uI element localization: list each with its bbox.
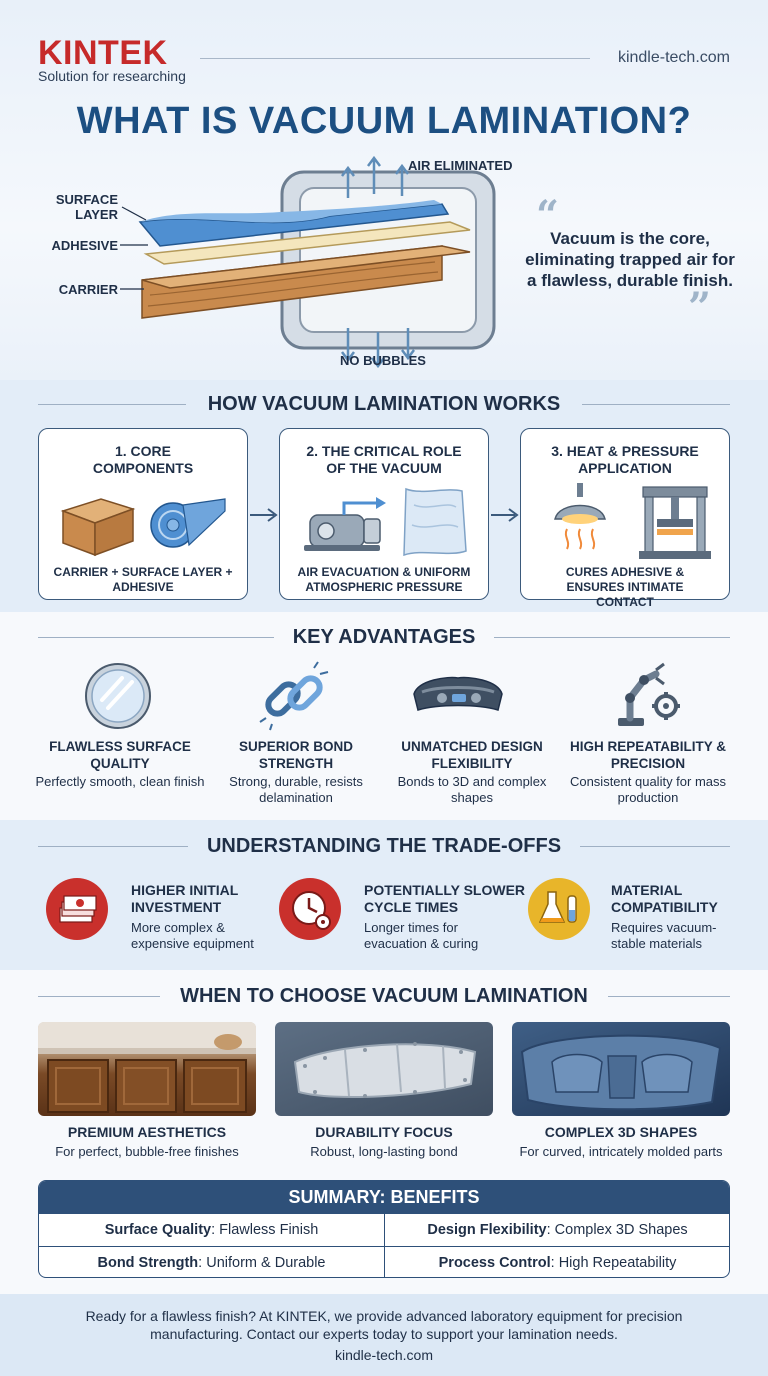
step-card-heat-pressure [520, 428, 730, 609]
summary-cell: Surface Quality: Flawless Finish [104, 1222, 319, 1238]
step-card-vacuum-role [279, 428, 489, 600]
use-case-title: DURABILITY FOCUS [315, 1124, 453, 1140]
use-case-desc: For perfect, bubble-free finishes [55, 1144, 239, 1159]
step-title: 2. THE CRITICAL ROLE OF THE VACUUM [306, 443, 462, 476]
summary-value: Complex 3D Shapes [554, 1222, 688, 1238]
money-stack-icon [46, 878, 108, 940]
summary-value: Uniform & Durable [206, 1255, 326, 1271]
summary-key: Surface Quality [104, 1222, 212, 1238]
mirror-icon [82, 660, 154, 732]
step-desc: CARRIER + SURFACE LAYER + ADHESIVE [53, 565, 233, 594]
heat-lamp-and-press-icon [531, 481, 721, 561]
lamination-layers-illustration [30, 150, 513, 375]
tradeoff-desc: Longer times for evacuation & curing [364, 920, 479, 951]
arrow-right-icon [250, 508, 278, 522]
tradeoff-title: MATERIAL COMPATIBILITY [611, 882, 718, 915]
advantage-desc: Bonds to 3D and complex shapes [397, 774, 547, 805]
clock-gear-icon [279, 878, 341, 940]
arrow-right-icon [491, 508, 519, 522]
hero-quote: Vacuum is the core, eliminating trapped air for a flawless, durable finish. [525, 229, 735, 290]
use-case-title: COMPLEX 3D SHAPES [544, 1124, 698, 1140]
step-title: 1. CORE COMPONENTS [92, 443, 194, 476]
label-carrier: CARRIER [58, 282, 118, 297]
advantage-desc: Perfectly smooth, clean finish [35, 774, 205, 789]
summary-key: Design Flexibility [427, 1222, 547, 1238]
label-air-eliminated: AIR ELIMINATED [408, 158, 513, 173]
summary-cell: Design Flexibility: Complex 3D Shapes [427, 1222, 688, 1238]
summary-value: High Repeatability [558, 1255, 677, 1271]
key-advantages-title: KEY ADVANTAGES [292, 626, 476, 648]
when-to-choose-title: WHEN TO CHOOSE VACUUM LAMINATION [180, 985, 588, 1007]
step-card-core-components [38, 428, 248, 600]
advantage-desc: Strong, durable, resists delamination [229, 774, 363, 805]
use-case-title: PREMIUM AESTHETICS [67, 1124, 227, 1140]
step-desc: CURES ADHESIVE & ENSURES INTIMATE CONTACT [565, 565, 685, 609]
tradeoff-title: POTENTIALLY SLOWER CYCLE TIMES [364, 882, 526, 915]
tradeoff-title: HIGHER INITIAL INVESTMENT [131, 882, 239, 915]
brand-tagline: Solution for researching [38, 68, 186, 84]
summary-cell: Bond Strength: Uniform & Durable [97, 1255, 326, 1271]
car-interior-photo [512, 1022, 730, 1116]
tradeoff-desc: Requires vacuum-stable materials [611, 920, 717, 951]
dashboard-icon [408, 660, 508, 732]
robot-arm-icon [610, 660, 686, 732]
summary-key: Process Control [438, 1255, 551, 1271]
use-case-desc: For curved, intricately molded parts [519, 1144, 723, 1159]
footer-cta-text: Ready for a flawless finish? At KINTEK, we provide advanced laboratory equipment for precision manufacturing. Contact our experts today to support your lamination needs. [85, 1308, 683, 1342]
label-surface-layer: SURFACE LAYER [55, 192, 118, 222]
summary-key: Bond Strength [97, 1255, 199, 1271]
brand-logo: KINTEK [38, 34, 168, 72]
how-it-works-title: HOW VACUUM LAMINATION WORKS [207, 393, 561, 415]
header-divider [200, 58, 590, 59]
tradeoff-desc: More complex & expensive equipment [131, 920, 254, 951]
use-case-desc: Robust, long-lasting bond [310, 1144, 458, 1159]
label-adhesive: ADHESIVE [51, 238, 118, 253]
lab-flask-icon [528, 878, 590, 940]
close-quote-icon: ” [688, 284, 712, 331]
label-no-bubbles: NO BUBBLES [340, 353, 426, 368]
advantage-title: SUPERIOR BOND STRENGTH [238, 739, 353, 771]
summary-cell: Process Control: High Repeatability [438, 1255, 677, 1271]
footer-site-link[interactable]: kindle-tech.com [334, 1347, 434, 1363]
advantage-desc: Consistent quality for mass production [569, 774, 727, 805]
advantage-title: FLAWLESS SURFACE QUALITY [49, 739, 191, 771]
summary-value: Flawless Finish [219, 1222, 319, 1238]
tradeoffs-title: UNDERSTANDING THE TRADE-OFFS [206, 835, 562, 857]
advantage-title: UNMATCHED DESIGN FLEXIBILITY [401, 739, 543, 771]
chain-link-icon [258, 660, 330, 732]
panel-photo [275, 1022, 493, 1116]
advantage-title: HIGH REPEATABILITY & PRECISION [569, 739, 726, 771]
cabinet-photo [38, 1022, 256, 1116]
vacuum-pump-and-bag-icon [290, 481, 480, 561]
header-site-link[interactable]: kindle-tech.com [617, 49, 730, 66]
page-title: WHAT IS VACUUM LAMINATION? [76, 100, 692, 142]
open-quote-icon: “ [536, 192, 560, 239]
step-title: 3. HEAT & PRESSURE APPLICATION [551, 443, 699, 476]
summary-title: SUMMARY: BENEFITS [39, 1181, 729, 1214]
wood-block-and-roll-icon [49, 481, 239, 561]
step-desc: AIR EVACUATION & UNIFORM ATMOSPHERIC PRESSURE [297, 565, 471, 594]
summary-table [38, 1180, 730, 1278]
